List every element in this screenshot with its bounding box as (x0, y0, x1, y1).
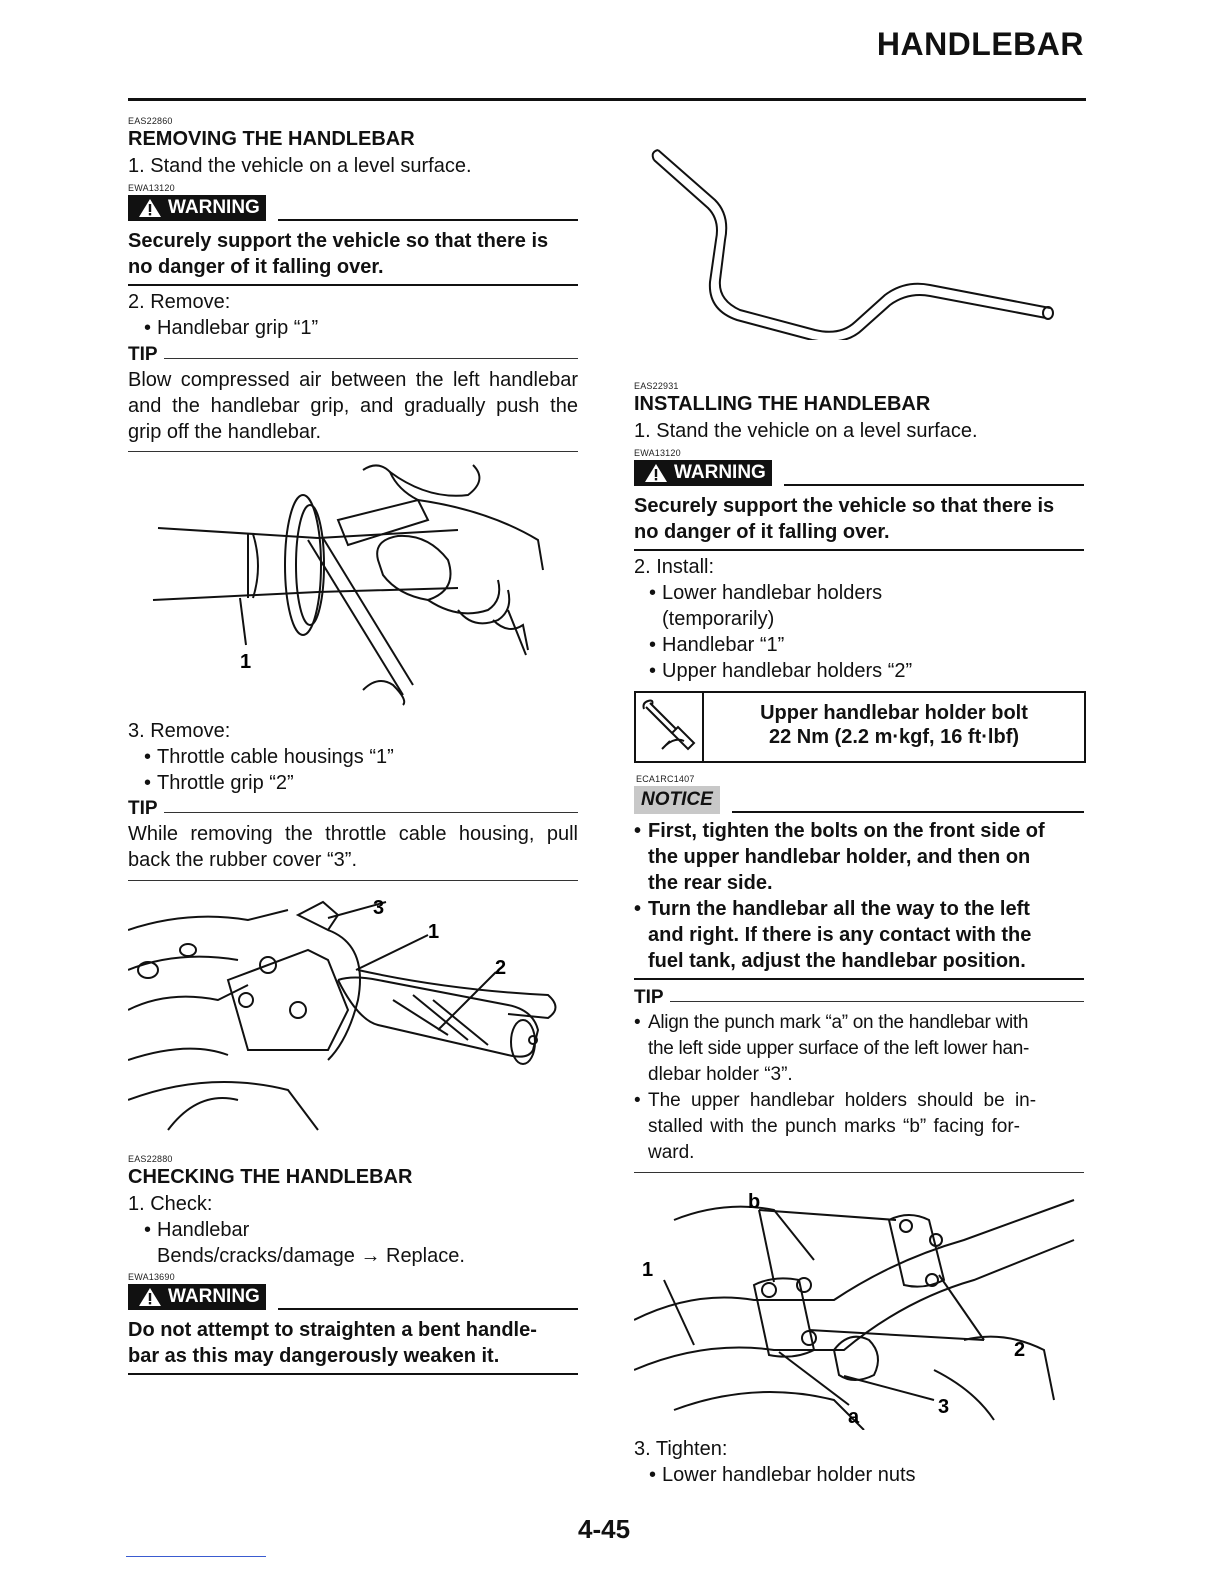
section-heading-installing: INSTALLING THE HANDLEBAR (634, 393, 931, 415)
tip-text: While removing the throttle cable housing, pull back the rubber cover “3”. (128, 823, 578, 871)
warning-badge (634, 460, 772, 486)
notice-code: ECA1RC1407 (636, 774, 695, 784)
warning-text-line-1: Do not attempt to straighten a bent handle- (128, 1319, 537, 1341)
handlebar-illustration (640, 140, 1070, 340)
list-item-detail: Bends/cracks/damage → Replace. (157, 1245, 465, 1267)
handlebar-holders-illustration (634, 1180, 1084, 1430)
step-1: 1. Stand the vehicle on a level surface. (128, 155, 472, 177)
step-2: 2. Install: (634, 556, 715, 578)
callout-3: 3 (373, 897, 385, 919)
warning-text-line-1: Securely support the vehicle so that there is (128, 230, 549, 252)
section-heading-removing: REMOVING THE HANDLEBAR (128, 128, 415, 150)
page-number: 4-45 (578, 1514, 631, 1544)
warning-badge (128, 1284, 266, 1310)
warning-triangle-icon (644, 463, 668, 483)
warning-badge (128, 195, 266, 221)
callout-1: 1 (642, 1259, 654, 1281)
tip-item-2-line-2: stalled with the punch marks “b” facing for- (648, 1116, 1020, 1137)
callout-1: 1 (240, 651, 252, 673)
tip-item-1-line-1: Align the punch mark “a” on the handlebar with (648, 1012, 1029, 1033)
warning-label: WARNING (168, 1286, 260, 1307)
warning-triangle-icon (138, 1287, 162, 1307)
list-item: • Lower handlebar holders (662, 580, 882, 606)
warning-text-line-2: no danger of it falling over. (128, 256, 384, 278)
bullet-icon: • (634, 1012, 641, 1033)
step-1: 1. Stand the vehicle on a level surface. (634, 420, 978, 442)
tip-label: TIP (128, 798, 158, 819)
list-item: • Handlebar “1” (662, 632, 784, 658)
list-item: • Handlebar (157, 1217, 249, 1243)
notice-item-1-line-1: First, tighten the bolts on the front side of (648, 820, 1045, 842)
tip-rule (670, 1001, 1084, 1002)
step-1: 1. Check: (128, 1193, 213, 1215)
warning-rule (278, 1308, 578, 1310)
list-item: • Handlebar grip “1” (157, 315, 318, 341)
warning-code: EWA13120 (634, 448, 681, 458)
step-2: 2. Remove: (128, 291, 231, 313)
header-rule (128, 98, 1086, 101)
callout-1: 1 (428, 921, 440, 943)
callout-b: b (748, 1191, 761, 1213)
tip-label: TIP (128, 344, 158, 365)
section-code: EAS22931 (634, 381, 679, 391)
notice-item-2-line-3: fuel tank, adjust the handlebar position. (648, 950, 1026, 972)
notice-item-1-line-3: the rear side. (648, 872, 773, 894)
section-heading-checking: CHECKING THE HANDLEBAR (128, 1166, 413, 1188)
tip-rule (164, 812, 578, 813)
torque-wrench-icon (636, 693, 702, 761)
warning-code: EWA13120 (128, 183, 175, 193)
notice-item-2-line-2: and right. If there is any contact with the (648, 924, 1032, 946)
grip-removal-illustration (128, 460, 578, 710)
notice-end-rule (634, 978, 1084, 980)
section-code: EAS22880 (128, 1154, 173, 1164)
warning-code: EWA13690 (128, 1272, 175, 1282)
step-3: 3. Remove: (128, 720, 231, 742)
tip-item-1-line-3: dlebar holder “3”. (648, 1064, 793, 1085)
warning-end-rule (634, 549, 1084, 551)
notice-item-1-line-2: the upper handlebar holder, and then on (648, 846, 1031, 868)
notice-item-2-line-1: Turn the handlebar all the way to the left (648, 898, 1030, 920)
warning-text-line-2: no danger of it falling over. (634, 521, 890, 543)
warning-end-rule (128, 1373, 578, 1375)
callout-2: 2 (1014, 1339, 1026, 1361)
warning-end-rule (128, 284, 578, 286)
list-item: • Lower handlebar holder nuts (662, 1462, 916, 1488)
list-item-continuation: (temporarily) (662, 608, 775, 630)
warning-label: WARNING (674, 462, 766, 483)
tip-end-rule (128, 451, 578, 452)
warning-rule (278, 219, 578, 221)
list-item: • Upper handlebar holders “2” (662, 658, 912, 684)
list-item: • Throttle cable housings “1” (157, 744, 394, 770)
torque-value: 22 Nm (2.2 m·kgf, 16 ft·lbf) (768, 726, 1020, 748)
tip-end-rule (128, 880, 578, 881)
callout-3: 3 (938, 1396, 950, 1418)
section-code: EAS22860 (128, 116, 173, 126)
torque-icon-cell (636, 693, 704, 761)
tip-end-rule (634, 1172, 1084, 1173)
step-3: 3. Tighten: (634, 1438, 728, 1460)
tip-label: TIP (634, 987, 664, 1008)
warning-label: WARNING (168, 197, 260, 218)
callout-a: a (848, 1406, 860, 1428)
tip-item-2-line-3: ward. (648, 1142, 695, 1163)
notice-badge: NOTICE (634, 786, 720, 814)
warning-text-line-2: bar as this may dangerously weaken it. (128, 1345, 500, 1367)
notice-rule (732, 811, 1084, 813)
callout-2: 2 (495, 957, 507, 979)
torque-title: Upper handlebar holder bolt (760, 702, 1028, 724)
torque-spec-box (634, 691, 1086, 763)
warning-rule (784, 484, 1084, 486)
list-item: • Throttle grip “2” (157, 770, 294, 796)
bullet-icon: • (634, 898, 642, 920)
bullet-icon: • (634, 1090, 641, 1111)
tip-text: Blow compressed air between the left handlebar and the handlebar grip, and gradually push the grip off the handlebar. (128, 369, 578, 443)
warning-triangle-icon (138, 198, 162, 218)
warning-text-line-1: Securely support the vehicle so that there is (634, 495, 1055, 517)
throttle-grip-illustration (128, 890, 578, 1140)
tip-item-1-line-2: the left side upper surface of the left lower han- (648, 1038, 1030, 1059)
bullet-icon: • (634, 820, 642, 842)
tip-rule (164, 358, 578, 359)
page-title: HANDLEBAR (876, 26, 1084, 62)
tip-item-2-line-1: The upper handlebar holders should be in- (648, 1090, 1037, 1111)
footer-link-underline[interactable] (126, 1556, 266, 1557)
